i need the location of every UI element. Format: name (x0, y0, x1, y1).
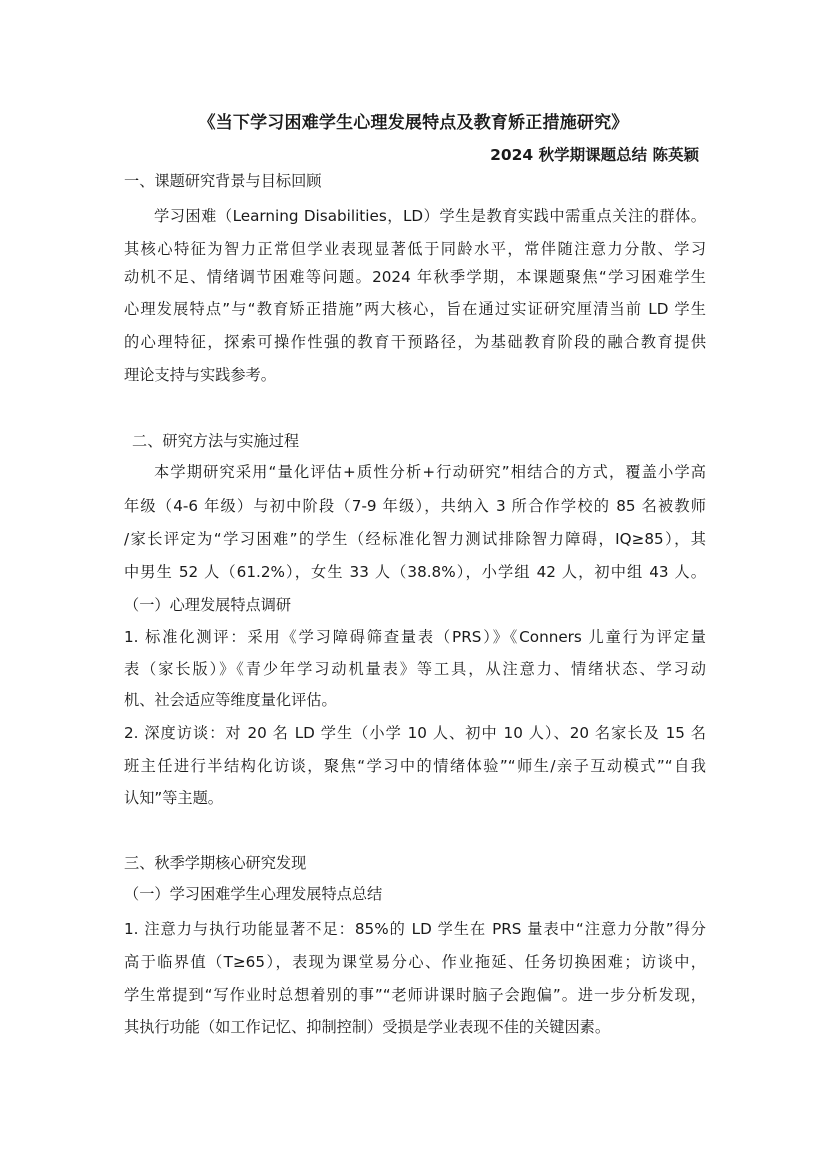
section-3-item-1-line: 1. 注意力与执行功能显著不足：85%的 LD 学生在 PRS 量表中“注意力分散”得分 (124, 920, 706, 938)
section-3-heading: 三、秋季学期核心研究发现 (124, 854, 307, 872)
section-1-paragraph-line: 其核心特征为智力正常但学业表现显著低于同龄水平，常伴随注意力分散、学习 (124, 240, 706, 258)
section-3-subheading: （一）学习困难学生心理发展特点总结 (124, 885, 383, 903)
section-3-item-1-line: 高于临界值（T≥65），表现为课堂易分心、作业拖延、任务切换困难；访谈中， (124, 953, 706, 971)
section-2-paragraph-line: /家长评定为“学习困难”的学生（经标准化智力测试排除智力障碍，IQ≥85），其 (124, 530, 706, 548)
document-subtitle: 2024 秋学期课题总结 陈英颖 (490, 146, 699, 164)
section-2-item-1-line: 1. 标准化测评：采用《学习障碍筛查量表（PRS）》《Conners 儿童行为评定量 (124, 628, 706, 646)
document-title: 《当下学习困难学生心理发展特点及教育矫正措施研究》 (198, 113, 629, 133)
section-2-item-2-line: 认知”等主题。 (124, 789, 223, 807)
section-2-item-2-line: 2. 深度访谈：对 20 名 LD 学生（小学 10 人、初中 10 人）、20 名家长及 15 名 (124, 724, 706, 742)
section-2-paragraph-line: 年级（4-6 年级）与初中阶段（7-9 年级），共纳入 3 所合作学校的 85 名被教师 (124, 497, 706, 515)
section-2-item-1-line: 表（家长版）》《青少年学习动机量表》等工具，从注意力、情绪状态、学习动 (124, 660, 706, 678)
section-1-heading: 一、课题研究背景与目标回顾 (124, 172, 322, 190)
section-2-item-2-line: 班主任进行半结构化访谈，聚焦“学习中的情绪体验”“师生/亲子互动模式”“自我 (124, 757, 706, 775)
section-2-subheading: （一）心理发展特点调研 (124, 596, 292, 614)
section-3-item-1-line: 学生常提到“写作业时总想着别的事”“老师讲课时脑子会跑偏”。进一步分析发现， (124, 986, 706, 1004)
section-2-item-1-line: 机、社会适应等维度量化评估。 (124, 691, 337, 709)
section-2-heading: 二、研究方法与实施过程 (132, 432, 300, 450)
section-2-paragraph-line: 中男生 52 人（61.2%），女生 33 人（38.8%），小学组 42 人，初中组 43 人。 (124, 563, 706, 581)
section-1-paragraph-line: 理论支持与实践参考。 (124, 366, 276, 384)
section-2-paragraph-line: 本学期研究采用“量化评估+质性分析+行动研究”相结合的方式，覆盖小学高 (154, 463, 706, 481)
section-3-item-1-line: 其执行功能（如工作记忆、抑制控制）受损是学业表现不佳的关键因素。 (124, 1018, 610, 1036)
section-1-paragraph-line: 的心理特征，探索可操作性强的教育干预路径，为基础教育阶段的融合教育提供 (124, 333, 706, 351)
section-1-paragraph-line: 动机不足、情绪调节困难等问题。2024 年秋季学期，本课题聚焦“学习困难学生 (124, 268, 706, 286)
section-1-paragraph-line: 心理发展特点”与“教育矫正措施”两大核心，旨在通过实证研究厘清当前 LD 学生 (124, 300, 706, 318)
section-1-paragraph-line: 学习困难（Learning Disabilities，LD）学生是教育实践中需重点关注的群体。 (154, 207, 706, 225)
